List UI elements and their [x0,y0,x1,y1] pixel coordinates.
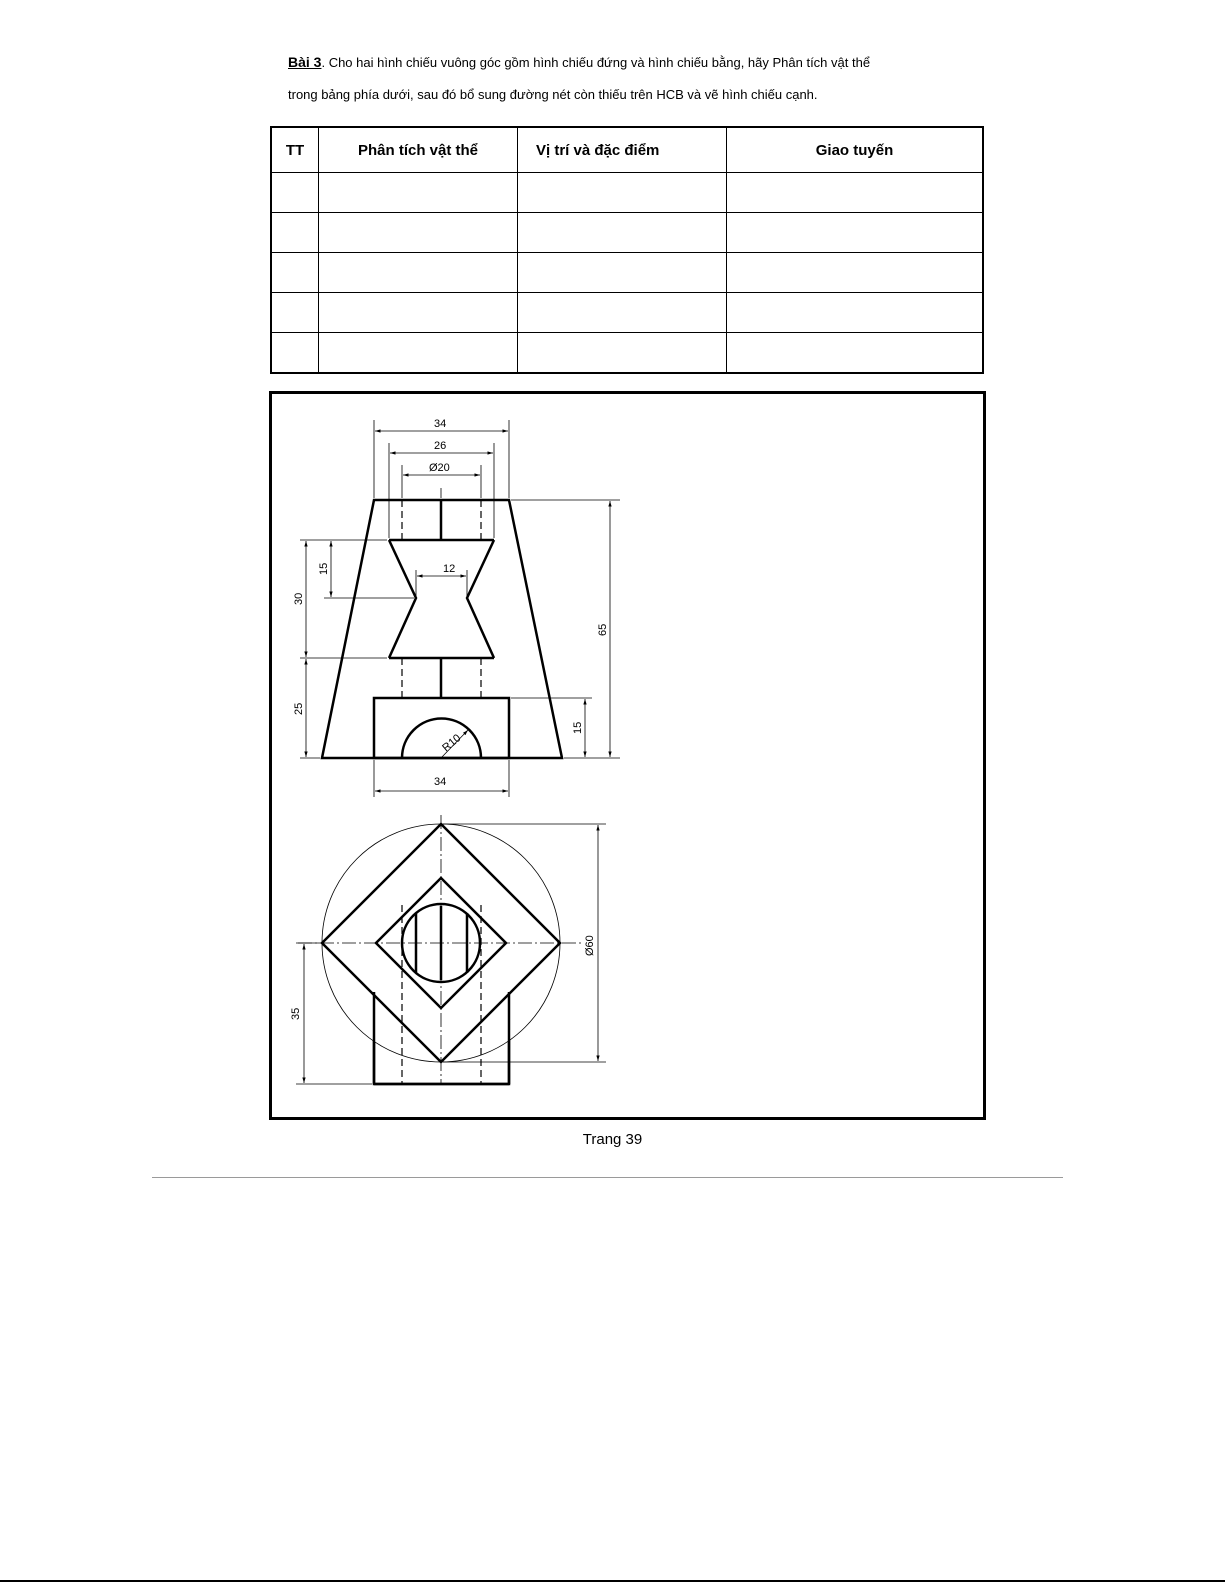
table-cell[interactable] [271,293,319,333]
table-cell[interactable] [319,333,518,374]
base-block [374,698,509,758]
table-cell[interactable] [319,253,518,293]
exercise-text-1: . Cho hai hình chiếu vuông góc gồm hình chiếu đứng và hình chiếu bằng, hãy Phân tích vật thể [321,55,871,70]
table-cell[interactable] [727,293,984,333]
table-cell[interactable] [727,173,984,213]
analysis-table [270,126,984,374]
header-tt: TT [271,127,319,173]
dim-arc-radius: R10 [440,732,464,755]
exercise-line-1 [288,46,988,79]
semicircle-notch [402,719,481,758]
exercise-line-2: trong bảng phía dưới, sau đó bổ sung đường nét còn thiếu trên HCB và vẽ hình chiếu cạnh. [288,87,818,102]
table-cell[interactable] [518,293,727,333]
table-row [271,253,983,293]
table-cell[interactable] [271,213,319,253]
table-cell[interactable] [727,253,984,293]
table-row [271,173,983,213]
hourglass-cut-left [389,540,416,658]
dim-height-15-left: 15 [318,562,330,575]
table-cell[interactable] [319,213,518,253]
dim-circle-diameter: Ø60 [584,935,596,956]
page-bottom-border [0,1580,1225,1582]
page-number: Trang 39 [582,1131,643,1148]
table-cell[interactable] [271,333,319,374]
exercise-statement [288,46,988,111]
footer-divider [152,1177,1063,1178]
dim-inner-width: 26 [434,440,447,452]
dim-total-height: 65 [597,623,609,636]
table-cell[interactable] [271,253,319,293]
hourglass-cut-right [467,540,494,658]
top-view [290,815,606,1084]
dim-base-height: 15 [572,721,584,734]
table-cell[interactable] [518,213,727,253]
dim-height-30: 30 [293,592,305,605]
dim-base-width: 34 [434,776,447,788]
table-cell[interactable] [319,293,518,333]
header-position: Vị trí và đặc điểm [518,127,727,173]
table-cell[interactable] [518,173,727,213]
table-cell[interactable] [727,333,984,374]
dim-bore-diameter: Ø20 [429,462,450,474]
dim-height-25: 25 [293,702,305,715]
dim-neck-width: 12 [443,563,456,575]
dim-plan-depth: 35 [290,1007,302,1020]
table-row [271,293,983,333]
technical-drawing [269,391,987,1121]
table-cell[interactable] [319,173,518,213]
dim-top-width: 34 [434,418,447,430]
table-cell[interactable] [518,253,727,293]
header-intersection: Giao tuyến [727,127,984,173]
table-header-row [271,127,983,173]
front-view [293,418,620,797]
table-row [271,333,983,374]
table-row [271,213,983,253]
table-cell[interactable] [727,213,984,253]
table-cell[interactable] [271,173,319,213]
header-analysis: Phân tích vật thể [319,127,518,173]
exercise-number: Bài 3 [288,54,322,70]
table-cell[interactable] [518,333,727,374]
